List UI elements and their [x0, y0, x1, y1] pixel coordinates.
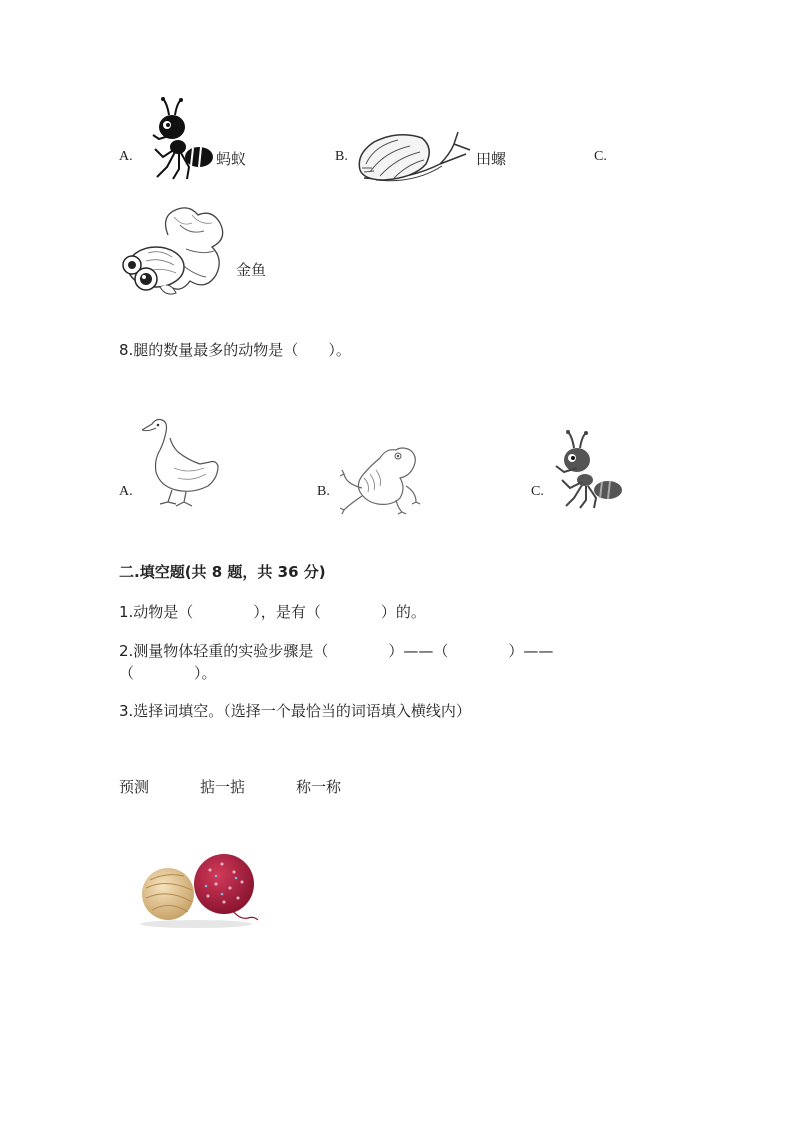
section-2-heading: 二.填空题(共 8 题，共 36 分): [119, 563, 326, 581]
ant-icon: [145, 97, 215, 182]
q8-option-c-letter: C.: [531, 484, 544, 499]
duck-icon: [138, 416, 224, 508]
fill-question-2-line2: （ ）。: [119, 664, 217, 682]
snail-icon: [354, 124, 472, 186]
word-choice-1: 预测: [119, 778, 150, 796]
goldfish-icon: [120, 205, 232, 300]
word-choice-3: 称一称: [296, 778, 342, 796]
q7-option-a-letter: A.: [119, 149, 133, 164]
fill-question-1: 1.动物是（ ），是有（ ）的。: [119, 603, 426, 621]
fill-question-2-line1: 2.测量物体轻重的实验步骤是（ ）——（ ）——: [119, 642, 554, 660]
q7-option-c-label: 金鱼: [236, 261, 267, 279]
word-choice-2: 掂一掂: [200, 778, 246, 796]
q7-option-b-label: 田螺: [476, 150, 507, 168]
q8-option-b-letter: B.: [317, 484, 330, 499]
fill-question-3: 3.选择词填空。（选择一个最恰当的词语填入横线内）: [119, 702, 471, 720]
q7-option-b-letter: B.: [335, 149, 348, 164]
ant-icon-gray: [550, 430, 624, 510]
question-8-text: 8.腿的数量最多的动物是（ ）。: [119, 341, 351, 359]
frog-icon: [340, 444, 422, 516]
yarn-balls-icon: [136, 848, 260, 930]
q7-option-a-label: 蚂蚁: [216, 150, 247, 168]
q7-option-c-letter: C.: [594, 149, 607, 164]
q8-option-a-letter: A.: [119, 484, 133, 499]
